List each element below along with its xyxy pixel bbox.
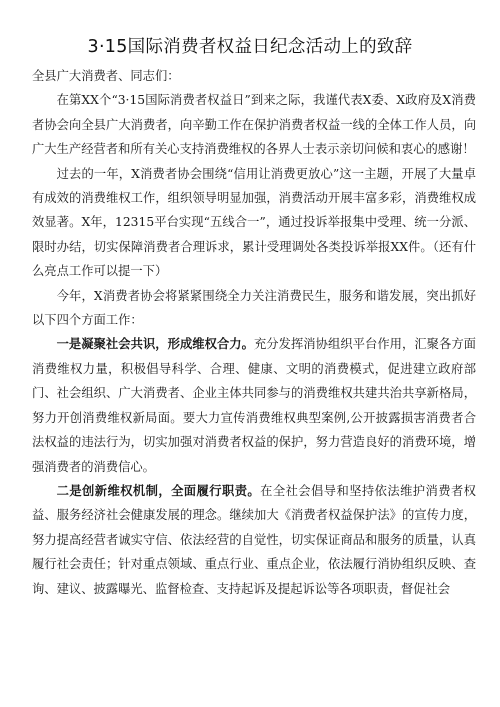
paragraph-lead-heading: 一是凝聚社会共识，形成维权合力。 <box>56 337 254 352</box>
paragraph <box>32 162 476 284</box>
paragraph-text: 在全社会倡导和坚持依法维护消费者权益、服务经济社会健康发展的理念。继续加大《消费者权益保护法》的宣传力度，努力提高经营者诚实守信、依法经营的自觉性，切实保证商品和服务的质量，认真履行社会责任；针对重点领域、重点行业、重点企业，依法履行消协组织反映、查询、建议、披露曝光、监督检查、支持起诉及提起诉讼等各项职责，督促社会 <box>32 483 476 596</box>
paragraph <box>32 284 476 333</box>
document-body <box>32 64 476 601</box>
paragraph-text: 在第XX个“3·15国际消费者权益日”到来之际，我谨代表X委、X政府及X消费者协会向全县广大消费者，向辛勤工作在保护消费者权益一线的全体工作人员，向广大生产经营者和所有关心支持消费维权的各界人士表示亲切问候和衷心的感谢！ <box>32 93 476 157</box>
paragraph <box>32 332 476 478</box>
paragraph-text: 充分发挥消协组织平台作用，汇聚各方面消费维权力量，积极倡导科学、合理、健康、文明的消费模式，促进建立政府部门、社会组织、广大消费者、企业主体共同参与的消费维权共建共治共享新格局，努力开创消费维权新局面。要大力宣传消费维权典型案例,公开披露损害消费者合法权益的违法行为，切实加强对消费者权益的保护，努力营造良好的消费环境，增强消费者的消费信心。 <box>32 337 476 474</box>
paragraph-lead-heading: 二是创新维权机制，全面履行职责。 <box>56 483 261 498</box>
document-title: 3·15国际消费者权益日纪念活动上的致辞 <box>87 37 413 57</box>
paragraph-text: 今年，X消费者协会将紧紧围绕全力关注消费民生，服务和谐发展，突出抓好以下四个方面工作： <box>32 288 476 328</box>
salutation: 全县广大消费者、同志们： <box>32 69 180 83</box>
paragraph <box>32 88 476 161</box>
paragraph-text: 过去的一年，X消费者协会围绕“信用让消费更放心”这一主题，开展了大量卓有成效的消费维权工作，组织领导明显加强，消费活动开展丰富多彩，消费维权成效显著。X年，12315平台实现“五线合一”，通过投诉举报集中受理、统一分派、限时办结，切实保障消费者合理诉求，累计受理调处各类投诉举报XX件。（还有什么亮点工作可以提一下） <box>32 166 476 279</box>
paragraph <box>32 479 476 601</box>
